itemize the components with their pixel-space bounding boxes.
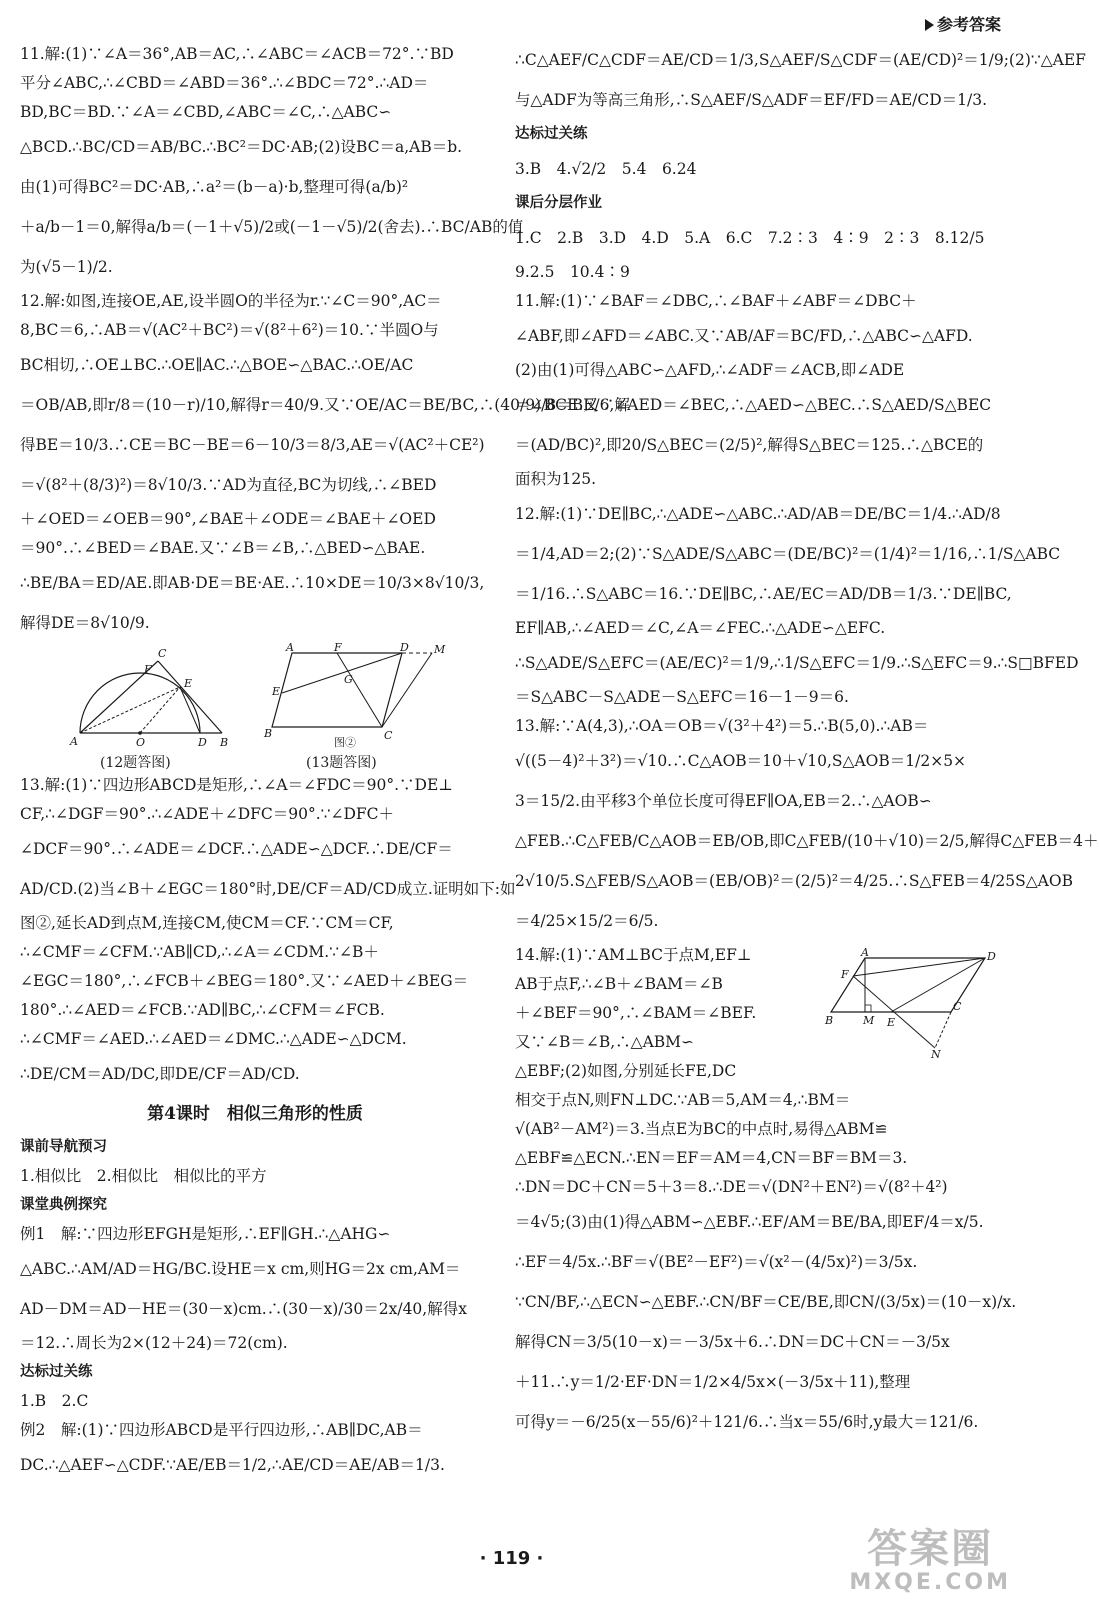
q11-answer (20, 40, 524, 287)
watermark-top-text: 答案圈 (867, 1526, 994, 1572)
text-line: ＝90°.∴∠BED＝∠BAE.又∵∠B＝∠B,∴△BED∽△BAE. (20, 539, 426, 557)
text-line: 为(√5－1)/2. (20, 258, 113, 276)
point-label: D (400, 641, 409, 654)
text-line: ∴DE/CM＝AD/DC,即DE/CF＝AD/CD. (20, 1065, 300, 1083)
point-label: E (887, 1016, 896, 1029)
text-line: ＝4√5;(3)由(1)得△ABM∽△EBF.∴EF/AM＝BE/BA,即EF/4＝x/5. (515, 1213, 984, 1231)
point-label: N (931, 1048, 941, 1061)
text-line: 11.解:(1)∵∠BAF＝∠DBC,∴∠BAF＋∠ABF＝∠DBC＋ (515, 292, 917, 310)
text-line: 13.解:(1)∵四边形ABCD是矩形,∴∠A＝∠FDC＝90°.∵DE⊥ (20, 776, 453, 794)
point-label: M (434, 643, 446, 656)
text-line: 得BE＝10/3.∴CE＝BC－BE＝6－10/3＝8/3,AE＝√(AC²＋CE²) (20, 436, 485, 454)
homework-answers-line: 1.C 2.B 3.D 4.D 5.A 6.C 7.2∶3 4∶9 2∶3 8.12/5 (515, 229, 985, 247)
text-line: √((5－4)²＋3²)＝√10.∴C△AOB＝10＋√10,S△AOB＝1/2×5× (515, 752, 967, 770)
example2-continued (515, 40, 1086, 120)
point-label: C (953, 1000, 962, 1013)
text-line: 可得y＝－6/25(x－55/6)²＋121/6.∴当x＝55/6时,y最大＝121/6. (515, 1413, 979, 1431)
point-label: A (861, 946, 869, 959)
text-line: ∴DN＝DC＋CN＝5＋3＝8.∴DE＝√(DN²＋EN²)＝√(8²＋4²) (515, 1178, 948, 1196)
point-label: F (334, 641, 342, 654)
text-line: 图②,延长AD到点M,连接CM,使CM＝CF.∵CM＝CF, (20, 914, 394, 932)
text-line: DC.∴△AEF∽△CDF.∵AE/EB＝1/2,∴AE/CD＝AE/AB＝1/3. (20, 1456, 445, 1474)
text-line: △ABC.∴AM/AD＝HG/BC.设HE＝x cm,则HG＝2x cm,AM＝ (20, 1260, 461, 1278)
section-heading-classroom: 课堂典例探究 (20, 1197, 107, 1213)
section-heading-homework: 课后分层作业 (515, 195, 602, 211)
text-line: △EBF;(2)如图,分别延长FE,DC (515, 1062, 737, 1080)
example1-answer (20, 1220, 490, 1358)
text-line: ＋∠BEF＝90°,∴∠BAM＝∠BEF. (515, 1004, 757, 1022)
point-label: B (220, 736, 229, 749)
point-label: G (344, 673, 353, 686)
point-label: E (272, 685, 281, 698)
text-line: ＝OB/AB,即r/8＝(10－r)/10,解得r＝40/9.又∵OE/AC＝BE/BC,∴(40/9)/8＝BE/6,解 (20, 396, 630, 414)
fig14-parallelogram-diagram (825, 946, 996, 1061)
point-label: C (158, 647, 167, 660)
pass-answer-2: 3.B 4.√2/2 5.4 6.24 (515, 160, 697, 178)
q13-answer (20, 771, 516, 1094)
text-line: 例1 解:∵四边形EFGH是矩形,∴EF∥GH.∴△AHG∽ (20, 1225, 391, 1243)
text-line: ＝√(8²＋(8/3)²)＝8√10/3.∵AD为直径,BC为切线,∴∠BED (20, 476, 437, 494)
fig13-parallelogram-diagram (252, 643, 452, 749)
q14-answer (515, 941, 1017, 1442)
text-line: △BCD.∴BC/CD＝AB/BC.∴BC²＝DC·AB;(2)设BC＝a,AB＝b. (20, 138, 463, 156)
text-line: ＋11.∴y＝1/2·EF·DN＝1/2×4/5x×(－3/5x＋11),整理 (515, 1373, 911, 1391)
point-label: A (70, 735, 78, 748)
text-line: ＝1/4,AD＝2;(2)∵S△ADE/S△ABC＝(DE/BC)²＝(1/4)²＝1/16,∴1/S△ABC (515, 545, 1061, 563)
text-line: AD－DM＝AD－HE＝(30－x)cm.∴(30－x)/30＝2x/40,解得x (20, 1300, 467, 1318)
text-line: 2√10/5.S△FEB/S△AOB＝(EB/OB)²＝(2/5)²＝4/25.∴S△FEB＝4/25S△AOB (515, 872, 1073, 890)
text-line: CF,∴∠DGF＝90°.∴∠ADE＋∠DFC＝90°.∵∠DFC＋ (20, 805, 395, 823)
header-label: 参考答案 (936, 15, 1001, 34)
text-line: 与△ADF为等高三角形,∴S△AEF/S△ADF＝EF/FD＝AE/CD＝1/3. (515, 91, 988, 109)
text-line: 14.解:(1)∵AM⊥BC于点M,EF⊥ (515, 946, 752, 964)
section-heading-pass: 达标过关练 (20, 1364, 93, 1380)
text-line: ∴∠CMF＝∠AED.∴∠AED＝∠DMC.∴△ADE∽△DCM. (20, 1030, 407, 1048)
text-line: △EBF≌△ECN.∴EN＝EF＝AM＝4,CN＝BF＝BM＝3. (515, 1149, 908, 1167)
text-line: ＝(AD/BC)²,即20/S△BEC＝(2/5)²,解得S△BEC＝125.∴△BCE的 (515, 436, 984, 454)
text-line: ∠EGC＝180°,∴∠FCB＋∠BEG＝180°.又∵∠AED＋∠BEG＝ (20, 972, 469, 990)
pass-answer: 1.B 2.C (20, 1392, 89, 1410)
text-line: (2)由(1)可得△ABC∽△AFD,∴∠ADF＝∠ACB,即∠ADE (515, 361, 905, 379)
text-line: BC相切,∴OE⊥BC.∴OE∥AC.∴△BOE∽△BAC.∴OE/AC (20, 356, 414, 374)
page-header (925, 12, 1001, 35)
text-line: ＝12.∴周长为2×(12＋24)＝72(cm). (20, 1334, 288, 1352)
text-line: ∵CN/BF,∴△ECN∽△EBF.∴CN/BF＝CE/BE,即CN/(3/5x)＝(10－x)/x. (515, 1293, 1017, 1311)
point-label: M (863, 1014, 875, 1027)
text-line: 12.解:如图,连接OE,AE,设半圆O的半径为r.∵∠C＝90°,AC＝ (20, 292, 442, 310)
figure-sub-label: 图② (334, 736, 356, 749)
text-line: 解得CN＝3/5(10－x)＝－3/5x＋6.∴DN＝DC＋CN＝－3/5x (515, 1333, 950, 1351)
text-line: ＝1/16.∴S△ABC＝16.∵DE∥BC,∴AE/EC＝AD/DB＝1/3.∵DE∥BC, (515, 585, 1012, 603)
text-line: ＝4/25×15/2＝6/5. (515, 912, 659, 930)
point-label: D (198, 736, 207, 749)
text-line: 面积为125. (515, 470, 597, 488)
text-line: EF∥AB,∴∠AED＝∠C,∠A＝∠FEC.∴△ADE∽△EFC. (515, 619, 886, 637)
point-label: C (384, 729, 393, 742)
text-line: ＝S△ABC－S△ADE－S△EFC＝16－1－9＝6. (515, 688, 849, 706)
text-line: BD,BC＝BD.∵∠A＝∠CBD,∠ABC＝∠C,∴△ABC∽ (20, 103, 392, 121)
text-line: √(AB²－AM²)＝3.当点E为BC的中点时,易得△ABM≌ (515, 1120, 888, 1138)
point-label: F (841, 968, 849, 981)
text-line: 12.解:(1)∵DE∥BC,∴△ADE∽△ABC.∴AD/AB＝DE/BC＝1/4.∴AD/8 (515, 505, 1001, 523)
text-line: 由(1)可得BC²＝DC·AB,∴a²＝(b－a)·b,整理可得(a/b)² (20, 178, 409, 196)
point-label: B (825, 1014, 834, 1027)
right-column (515, 40, 1099, 1442)
fig13-caption: (13题答图) (306, 755, 377, 771)
fig12-semicircle-diagram (60, 647, 230, 747)
text-line: ＝∠BCE.又∵∠AED＝∠BEC,∴△AED∽△BEC.∴S△AED/S△BEC (515, 396, 992, 414)
text-line: ∴C△AEF/C△CDF＝AE/CD＝1/3,S△AEF/S△CDF＝(AE/CD)²＝1/9;(2)∵△AEF (515, 51, 1086, 69)
site-watermark-logo (849, 1528, 1011, 1595)
point-label: D (987, 950, 996, 963)
point-label: F (144, 663, 152, 676)
text-line: ＋∠OED＝∠OEB＝90°,∠BAE＋∠ODE＝∠BAE＋∠OED (20, 510, 436, 528)
example2-answer (20, 1416, 490, 1485)
text-line: AD/CD.(2)当∠B＋∠EGC＝180°时,DE/CF＝AD/CD成立.证明如下:如 (20, 880, 516, 898)
chapter-title: 第4课时 相似三角形的性质 (147, 1104, 363, 1124)
figures-row (20, 643, 490, 771)
page-number: · 119 · (479, 1548, 544, 1569)
text-line: 解得DE＝8√10/9. (20, 614, 150, 632)
fig12-caption: (12题答图) (100, 755, 171, 771)
text-line: △FEB.∴C△FEB/C△AOB＝EB/OB,即C△FEB/(10＋√10)＝2/5,解得C△FEB＝4＋ (515, 832, 1099, 850)
preview-answer: 1.相似比 2.相似比 相似比的平方 (20, 1167, 267, 1185)
text-line: 平分∠ABC,∴∠CBD＝∠ABD＝36°.∴∠BDC＝72°.∴AD＝ (20, 74, 429, 92)
text-line: ∴BE/BA＝ED/AE.即AB·DE＝BE·AE.∴10×DE＝10/3×8√10/3, (20, 574, 485, 592)
watermark-bottom-text: MXQE.COM (849, 1570, 1011, 1595)
text-line: ＋a/b－1＝0,解得a/b＝(－1＋√5)/2或(－1－√5)/2(舍去).∴BC/AB的值 (20, 218, 524, 236)
text-line: ∴∠CMF＝∠CFM.∵AB∥CD,∴∠A＝∠CDM.∵∠B＋ (20, 943, 379, 961)
text-line: ∠DCF＝90°.∴∠ADE＝∠DCF.∴△ADE∽△DCF.∴DE/CF＝ (20, 840, 453, 858)
text-line: 3＝15/2.由平移3个单位长度可得EF∥OA,EB＝2.∴△AOB∽ (515, 792, 932, 810)
text-line: 相交于点N,则FN⊥DC.∵AB＝5,AM＝4,∴BM＝ (515, 1091, 851, 1109)
text-line: AB于点F,∴∠B＋∠BAM＝∠B (515, 975, 723, 993)
section-heading-preview: 课前导航预习 (20, 1139, 107, 1155)
hw-q11-q13-answers (515, 287, 1099, 941)
point-label: A (286, 641, 294, 654)
homework-answers-line: 9.2.5 10.4∶9 (515, 263, 630, 281)
text-line: 8,BC＝6,∴AB＝√(AC²＋BC²)＝√(8²＋6²)＝10.∵半圆O与 (20, 321, 439, 339)
text-line: ∴EF＝4/5x.∴BF＝√(BE²－EF²)＝√(x²－(4/5x)²)＝3/5x. (515, 1253, 918, 1271)
point-label: E (184, 677, 193, 690)
text-line: ∴S△ADE/S△EFC＝(AE/EC)²＝1/9,∴1/S△EFC＝1/9.∴S△EFC＝9.∴S□BFED (515, 654, 1079, 672)
text-line: 180°.∴∠AED＝∠FCB.∵AD∥BC,∴∠CFM＝∠FCB. (20, 1001, 385, 1019)
point-label: B (264, 727, 273, 740)
text-line: 11.解:(1)∵∠A＝36°,AB＝AC,∴∠ABC＝∠ACB＝72°.∵BD (20, 45, 454, 63)
point-label: O (136, 736, 146, 749)
text-line: ∠ABF,即∠AFD＝∠ABC.又∵AB/AF＝BC/FD,∴△ABC∽△AFD. (515, 327, 973, 345)
section-heading-pass-2: 达标过关练 (515, 126, 588, 142)
triangle-marker-icon (925, 19, 934, 31)
text-line: 例2 解:(1)∵四边形ABCD是平行四边形,∴AB∥DC,AB＝ (20, 1421, 423, 1439)
text-line: 13.解:∵A(4,3),∴OA＝OB＝√(3²＋4²)＝5.∴B(5,0).∴AB＝ (515, 717, 929, 735)
text-line: 又∵∠B＝∠B,∴△ABM∽ (515, 1033, 695, 1051)
